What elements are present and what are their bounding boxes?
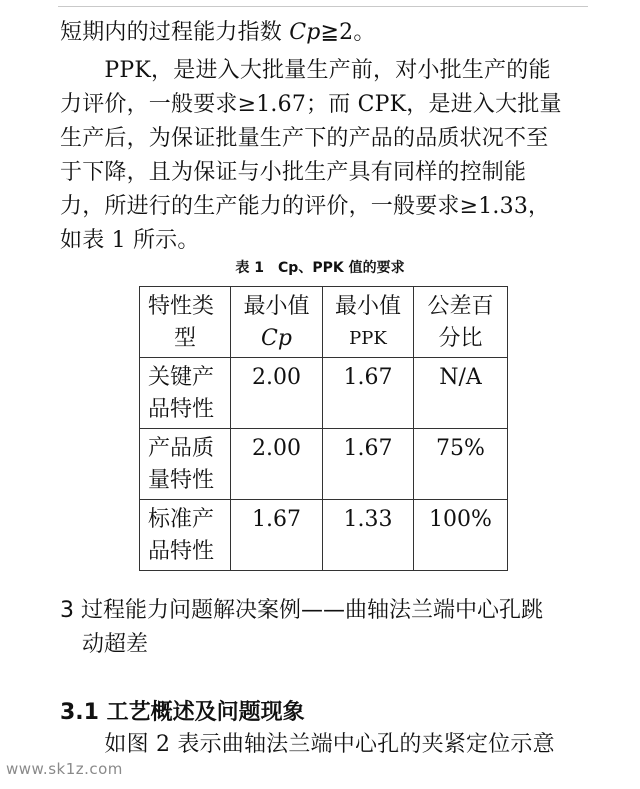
type-cell [140,429,231,500]
header-cell [414,287,508,358]
cp-cell: 2.00 [231,358,323,429]
table-row [140,358,508,429]
tolerance-cell: 100% [414,500,508,571]
header-cell [140,287,231,358]
header-text: 公差百 [427,294,494,319]
ppk-cell: 1.67 [323,358,414,429]
paragraph-line: 于下降，且为保证与小批生产具有同样的控制能 [60,160,527,185]
heading-line: 动超差 [82,632,149,657]
table-caption: 表 1 Cp、PPK 值的要求 [235,260,405,276]
text-fragment: 短期内的过程能力指数 [60,20,283,45]
header-text: Cp [261,326,292,351]
cp-symbol: Cp [289,20,321,45]
header-text: 分比 [438,326,483,351]
cell-text: 产品质 [148,436,215,461]
type-cell [140,500,231,571]
paragraph-cp-requirement [60,16,590,50]
header-text: PPK [349,328,387,349]
paragraph-line: 生产后，为保证批量生产下的产品的品质状况不至 [60,126,549,151]
header-text: 最小值 [243,294,310,319]
header-text: 型 [173,326,196,351]
paragraph-line: 如表 1 所示。 [60,228,200,253]
ppk-cell: 1.67 [323,429,414,500]
type-cell [140,358,231,429]
paragraph-figure-intro [60,728,590,762]
header-cell [231,287,323,358]
cell-text: 品特性 [148,397,215,422]
paragraph-line [60,16,590,50]
table-row [140,429,508,500]
ppk-cell: 1.33 [323,500,414,571]
table-header-row [140,287,508,358]
top-rule [58,6,588,7]
cp-cell: 2.00 [231,429,323,500]
cell-text: 量特性 [148,468,215,493]
cell-text: 关键产 [148,365,215,390]
text-fragment: ≧2。 [320,20,376,45]
section-3-heading [60,594,600,662]
table-row [140,500,508,571]
paragraph-line: PPK，是进入大批量生产前，对小批生产的能 [60,58,551,83]
tolerance-cell: N/A [414,358,508,429]
cell-text: 品特性 [148,539,215,564]
cell-text: 标准产 [148,507,215,532]
cp-cell: 1.67 [231,500,323,571]
header-cell [323,287,414,358]
tolerance-cell: 75% [414,429,508,500]
paragraph-line: 力评价，一般要求≥1.67；而 CPK，是进入大批量 [60,92,562,117]
paragraph-ppk-cpk [60,54,590,258]
header-text: 特性类 [148,294,215,319]
paragraph-line: 如图 2 表示曲轴法兰端中心孔的夹紧定位示意 [60,732,555,757]
section-3-1-heading: 3.1 工艺概述及问题现象 [60,700,305,725]
requirements-table [139,286,508,571]
paragraph-line: 力，所进行的生产能力的评价，一般要求≥1.33， [60,194,551,219]
heading-line: 3 过程能力问题解决案例——曲轴法兰端中心孔跳 [60,598,543,623]
header-text: 最小值 [334,294,401,319]
watermark: www.sk1z.com [6,760,123,778]
